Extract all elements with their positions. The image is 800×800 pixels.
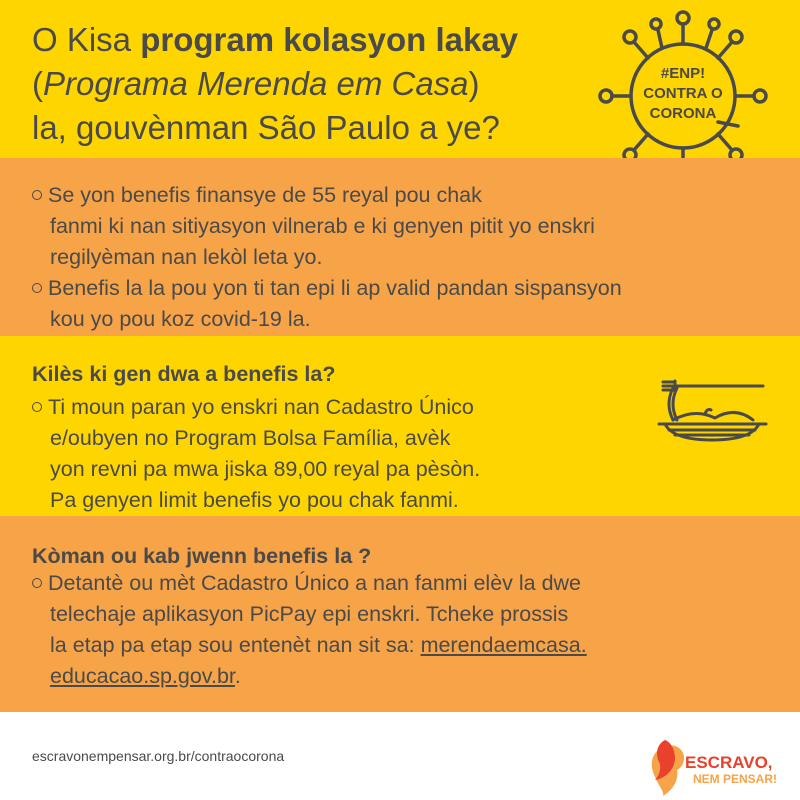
what-section xyxy=(0,158,800,336)
escravo-nem-pensar-logo xyxy=(645,732,795,797)
text-line: Pa genyen limit benefis yo pou chak fanmi. xyxy=(50,488,459,512)
text-line: yon revni pa mwa jiska 89,00 reyal pa pèsòn. xyxy=(50,457,481,481)
title-bold: program kolasyon lakay xyxy=(140,21,519,58)
what-bullet-1 xyxy=(32,180,767,273)
title-section xyxy=(0,0,800,158)
text-line: regilyèman nan lekòl leta yo. xyxy=(50,245,323,269)
text-segment: la etap pa etap sou entenèt nan sit sa: xyxy=(50,633,421,657)
badge-line1: #ENP! xyxy=(660,65,706,82)
how-bullet xyxy=(32,568,767,692)
text-line: fanmi ki nan sitiyasyon vilnerab e ki genyen pitit yo enskri xyxy=(50,214,595,238)
logo-text-1: ESCRAVO, xyxy=(685,753,773,772)
how-section xyxy=(0,516,800,712)
text-line: Benefis la la pou yon ti tan epi li ap valid pandan sispansyon xyxy=(48,276,622,300)
badge-line3: CORONA xyxy=(649,105,717,122)
text-line xyxy=(32,661,767,692)
badge-line2: CONTRA O xyxy=(643,85,723,102)
title-pre: O Kisa xyxy=(32,21,141,58)
title-italic: Programa Merenda em Casa xyxy=(43,65,469,102)
text-line: Detantè ou mèt Cadastro Único a nan fanmi elèv la dwe xyxy=(48,571,582,595)
website-link[interactable]: merendaemcasa. xyxy=(420,633,587,657)
text-line: Ti moun paran yo enskri nan Cadastro Único xyxy=(48,395,474,419)
text-line: telechaje aplikasyon PicPay epi enskri. Tcheke prossis xyxy=(50,602,569,626)
page-title xyxy=(32,18,518,150)
text-line xyxy=(32,630,767,661)
what-bullet-2 xyxy=(32,273,767,335)
bullet-dot xyxy=(32,578,42,588)
text-segment: . xyxy=(234,664,241,688)
footer-url[interactable]: escravonempensar.org.br/contraocorona xyxy=(32,748,285,764)
bullet-dot xyxy=(32,283,42,293)
bullet-dot xyxy=(32,402,42,412)
logo-text-2: NEM PENSAR! xyxy=(693,772,778,786)
who-section xyxy=(0,336,800,516)
pasta-plate-icon xyxy=(655,378,770,448)
text-line: e/oubyen no Program Bolsa Família, avèk xyxy=(50,426,451,450)
title-line3: la, gouvènman São Paulo a ye? xyxy=(32,109,500,146)
footer xyxy=(0,712,800,800)
website-link-continued[interactable]: educacao.sp.gov.br xyxy=(50,664,235,688)
title-paren-close: ) xyxy=(468,65,480,102)
text-line: kou yo pou koz covid-19 la. xyxy=(50,307,311,331)
bullet-dot xyxy=(32,190,42,200)
title-paren-open: ( xyxy=(32,65,43,102)
who-heading: Kilès ki gen dwa a benefis la? xyxy=(32,362,336,386)
how-heading: Kòman ou kab jwenn benefis la ? xyxy=(32,544,372,568)
text-line: Se yon benefis finansye de 55 reyal pou chak xyxy=(48,183,482,207)
